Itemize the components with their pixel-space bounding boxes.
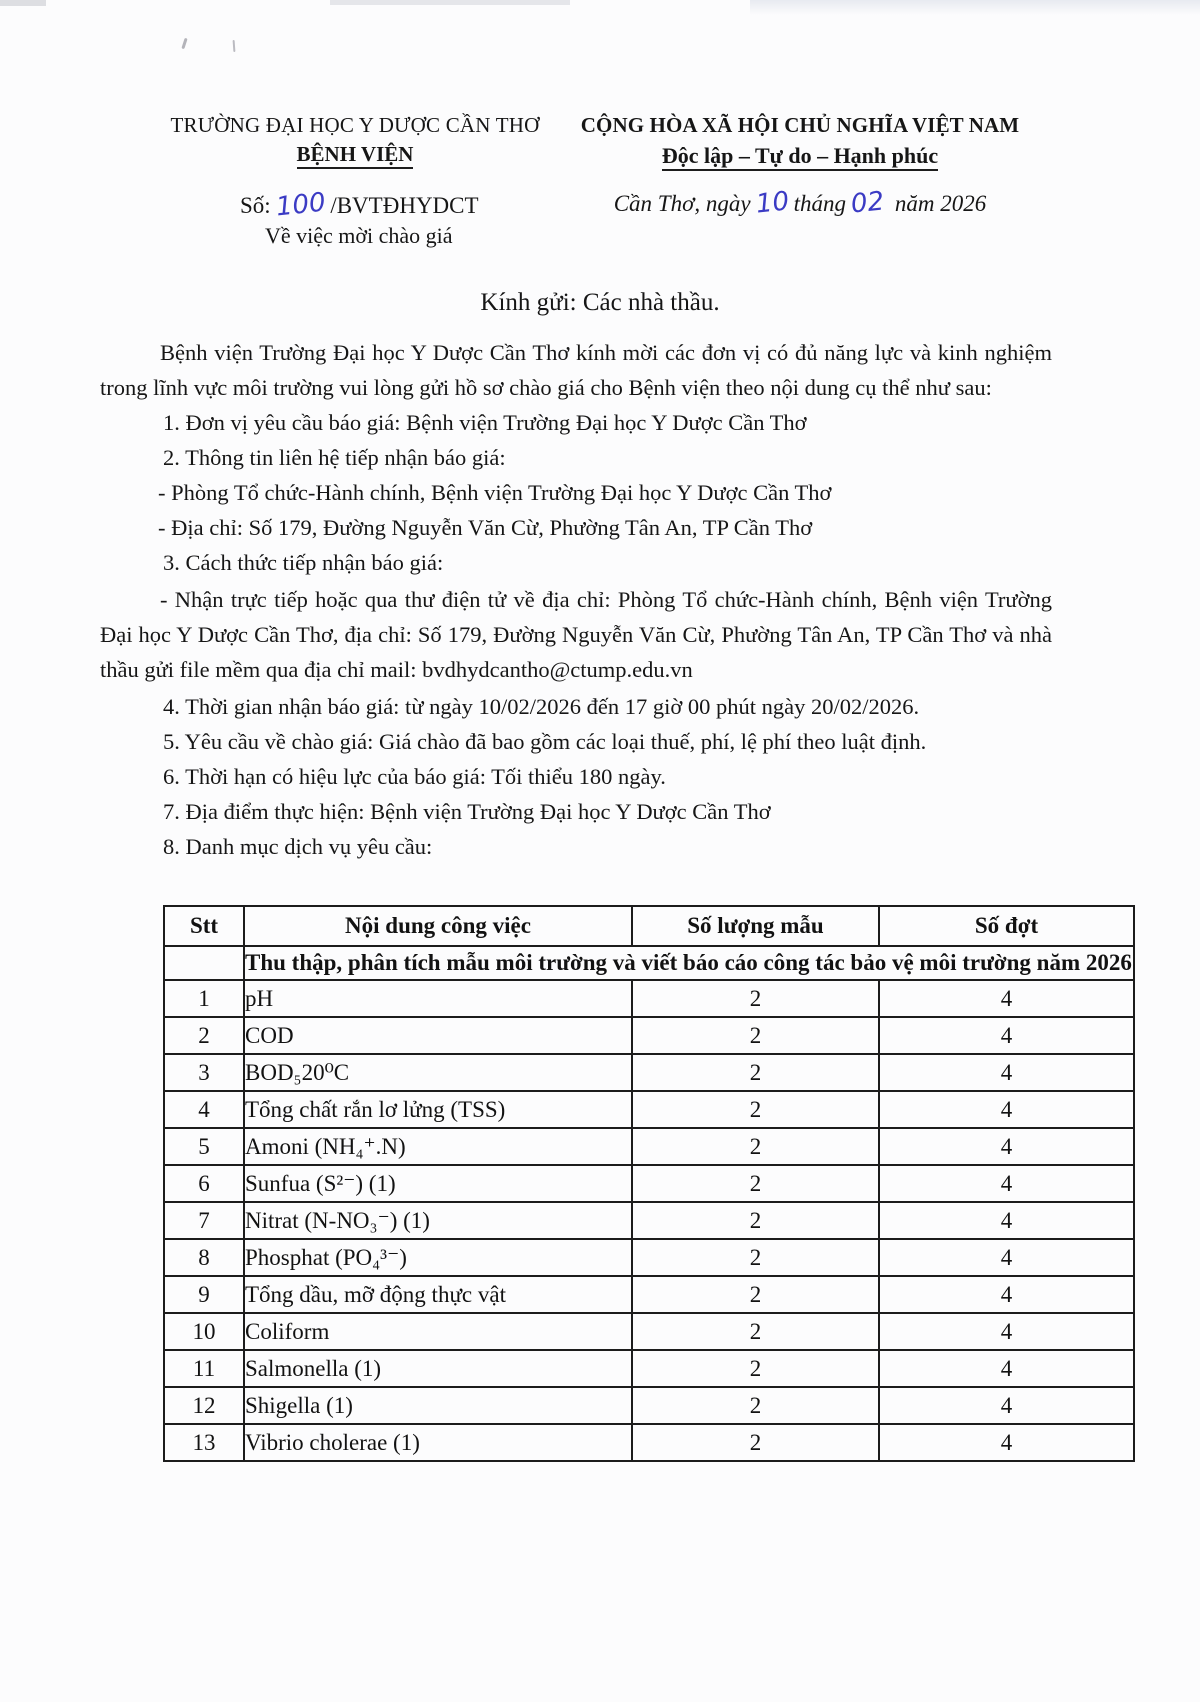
- date-line: Cần Thơ, ngày 10 tháng 02 năm 2026: [613, 186, 987, 220]
- national-motto-line2: Độc lập – Tự do – Hạnh phúc: [570, 139, 1030, 172]
- table-group-row: [164, 946, 1134, 980]
- list-item: 7. Địa điểm thực hiện: Bệnh viện Trường Đại học Y Dược Cần Thơ: [163, 799, 771, 824]
- list-item: - Nhận trực tiếp hoặc qua thư điện tử về địa chỉ: Phòng Tổ chức-Hành chính, Bệnh viện Trường Đại học Y Dược Cần Thơ, địa chỉ: Số 179, Đường Nguyễn Văn Cừ, Phường Tân An, TP Cần Thơ và nhà thầu gửi file mềm qua địa chỉ mail: bvdhydcantho@ctump.edu.vn: [100, 587, 1052, 682]
- table-header-row: [164, 906, 1134, 946]
- table-row: 13 Vibrio cholerae (1) 2 4: [164, 1424, 1134, 1461]
- table-row: 11 Salmonella (1) 2 4: [164, 1350, 1134, 1387]
- col-header-samples: Số lượng mẫu: [632, 906, 879, 946]
- list-item: 5. Yêu cầu về chào giá: Giá chào đã bao gồm các loại thuế, phí, lệ phí theo luật định.: [163, 729, 927, 754]
- national-motto-line1: CỘNG HÒA XÃ HỘI CHỦ NGHĨA VIỆT NAM: [580, 113, 1020, 137]
- table-row: 9 Tổng dầu, mỡ động thực vật 2 4: [164, 1276, 1134, 1313]
- table-row: 2 COD 2 4: [164, 1017, 1134, 1054]
- col-header-stt: Stt: [164, 906, 244, 946]
- handwritten-month: 02: [849, 186, 886, 220]
- pencil-mark: [233, 40, 236, 52]
- group-title: Thu thập, phân tích mẫu môi trường và viết báo cáo công tác bảo vệ môi trường năm 2026: [244, 946, 1134, 980]
- org-name: TRƯỜNG ĐẠI HỌC Y DƯỢC CẦN THƠ: [170, 113, 540, 137]
- table-row: 6 Sunfua (S²⁻) (1) 2 4: [164, 1165, 1134, 1202]
- handwritten-day: 10: [754, 186, 791, 220]
- list-item: 2. Thông tin liên hệ tiếp nhận báo giá:: [163, 445, 506, 470]
- service-table: [163, 905, 1135, 1462]
- table-row: 5 Amoni (NH₄⁺.N) 2 4: [164, 1128, 1134, 1165]
- scan-artifact-band: [750, 0, 1200, 15]
- salutation: Kính gửi: Các nhà thầu.: [480, 289, 720, 316]
- scan-artifact-corner: [0, 0, 46, 6]
- doc-subject: Về việc mời chào giá: [265, 223, 453, 248]
- handwritten-doc-number: 100: [274, 187, 327, 223]
- col-header-rounds: Số đợt: [879, 906, 1134, 946]
- intro-paragraph: Bệnh viện Trường Đại học Y Dược Cần Thơ kính mời các đơn vị có đủ năng lực và kinh nghiệm trong lĩnh vực môi trường vui lòng gửi hồ sơ chào giá cho Bệnh viện theo nội dung cụ thể như sau:: [100, 340, 1052, 400]
- national-header: [570, 112, 1030, 220]
- pencil-mark: [181, 38, 187, 49]
- table-row: 1 pH 2 4: [164, 980, 1134, 1017]
- doc-number-suffix: /BVTĐHYDCT: [330, 193, 479, 218]
- list-item: - Phòng Tổ chức-Hành chính, Bệnh viện Trường Đại học Y Dược Cần Thơ: [158, 480, 832, 505]
- list-item: 6. Thời hạn có hiệu lực của báo giá: Tối thiểu 180 ngày.: [163, 764, 666, 789]
- org-unit: BỆNH VIỆN: [120, 139, 590, 169]
- list-item: - Địa chỉ: Số 179, Đường Nguyễn Văn Cừ, Phường Tân An, TP Cần Thơ: [158, 515, 813, 540]
- col-header-work: Nội dung công việc: [244, 906, 632, 946]
- table-row: 3 BOD₅20⁰C 2 4: [164, 1054, 1134, 1091]
- list-item: 1. Đơn vị yêu cầu báo giá: Bệnh viện Trường Đại học Y Dược Cần Thơ: [163, 410, 807, 435]
- issuer-header: [120, 112, 590, 251]
- doc-number-label: Số:: [240, 193, 271, 218]
- table-row: 7 Nitrat (N-NO₃⁻) (1) 2 4: [164, 1202, 1134, 1239]
- empty-cell: [164, 946, 244, 980]
- letter-body: [100, 287, 1052, 864]
- table-row: 8 Phosphat (PO₄³⁻) 2 4: [164, 1239, 1134, 1276]
- list-item: 4. Thời gian nhận báo giá: từ ngày 10/02/2026 đến 17 giờ 00 phút ngày 20/02/2026.: [163, 694, 920, 719]
- list-item: 3. Cách thức tiếp nhận báo giá:: [163, 550, 444, 575]
- table-row: 12 Shigella (1) 2 4: [164, 1387, 1134, 1424]
- doc-number: [120, 187, 590, 223]
- list-item: 8. Danh mục dịch vụ yêu cầu:: [163, 834, 433, 859]
- scan-artifact-streak: [330, 0, 570, 5]
- table-row: 4 Tổng chất rắn lơ lửng (TSS) 2 4: [164, 1091, 1134, 1128]
- table-row: 10 Coliform 2 4: [164, 1313, 1134, 1350]
